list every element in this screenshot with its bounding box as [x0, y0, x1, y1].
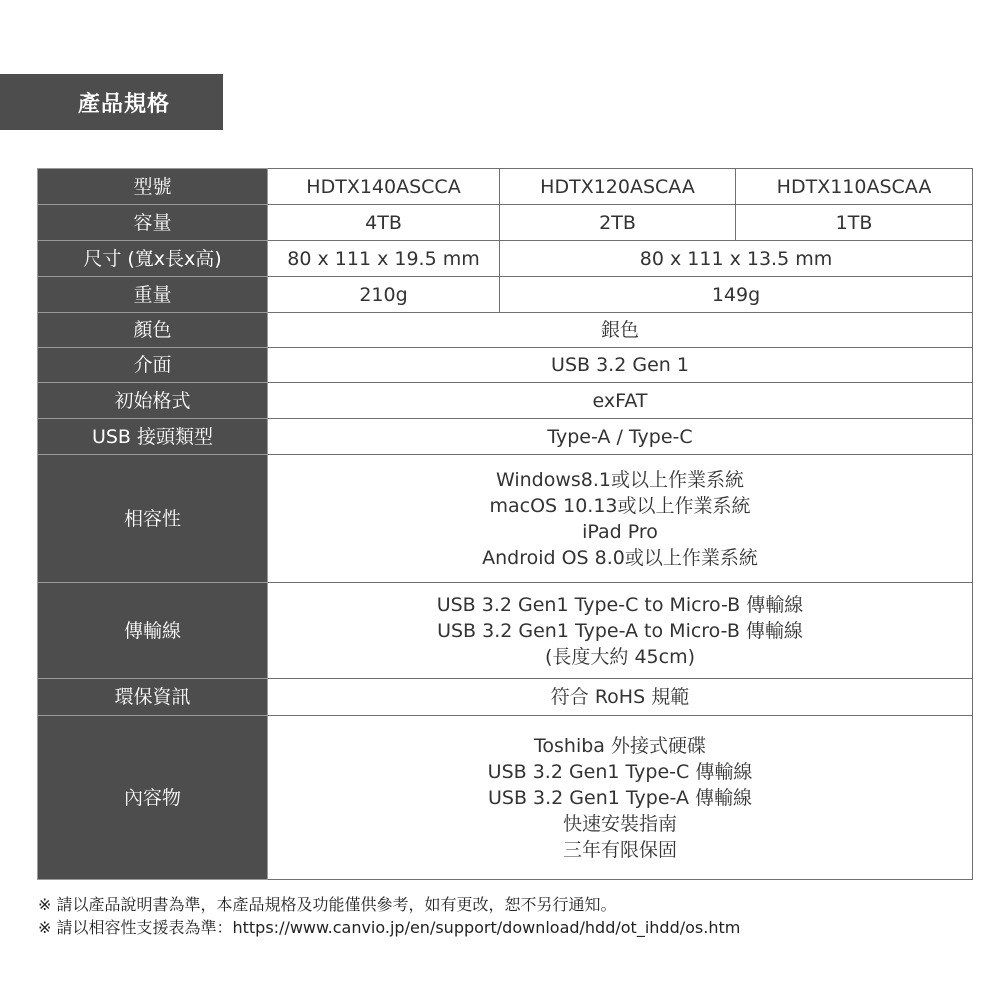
row-weight	[38, 277, 973, 313]
row-cable	[38, 583, 973, 679]
label-dimensions: 尺寸 (寬x長x高)	[38, 241, 268, 277]
compatibility-line-4: Android OS 8.0或以上作業系統	[482, 546, 758, 569]
capacity-value-3: 1TB	[736, 205, 973, 241]
capacity-value-2: 2TB	[500, 205, 736, 241]
footnotes	[38, 893, 740, 939]
model-value-1: HDTX140ASCCA	[268, 169, 500, 205]
label-connector: USB 接頭類型	[38, 419, 268, 455]
model-value-2: HDTX120ASCAA	[500, 169, 736, 205]
label-color: 顏色	[38, 313, 268, 348]
footnote-compatibility-link: ※ 請以相容性支援表為準：https://www.canvio.jp/en/support/download/hdd/ot_ihdd/os.htm	[38, 918, 741, 937]
compatibility-value	[268, 455, 973, 583]
label-capacity: 容量	[38, 205, 268, 241]
format-value: exFAT	[268, 383, 973, 419]
dimensions-value-2: 80 x 111 x 13.5 mm	[500, 241, 973, 277]
model-value-3: HDTX110ASCAA	[736, 169, 973, 205]
compatibility-line-1: Windows8.1或以上作業系統	[495, 468, 745, 491]
weight-value-1: 210g	[268, 277, 500, 313]
weight-value-2: 149g	[500, 277, 973, 313]
contents-line-4: 快速安裝指南	[562, 812, 677, 835]
connector-value: Type-A / Type-C	[268, 419, 973, 455]
row-connector	[38, 419, 973, 455]
contents-line-1: Toshiba 外接式硬碟	[534, 734, 706, 757]
row-environment	[38, 679, 973, 716]
compatibility-line-3: iPad Pro	[582, 520, 658, 543]
cable-line-1: USB 3.2 Gen1 Type-C to Micro-B 傳輸線	[436, 593, 804, 616]
row-format	[38, 383, 973, 419]
cable-value	[268, 583, 973, 679]
label-compatibility: 相容性	[38, 455, 268, 583]
compatibility-line-2: macOS 10.13或以上作業系統	[489, 494, 751, 517]
label-interface: 介面	[38, 348, 268, 383]
row-model	[38, 169, 973, 205]
cable-line-2: USB 3.2 Gen1 Type-A to Micro-B 傳輸線	[437, 619, 803, 642]
label-contents: 內容物	[38, 716, 268, 880]
label-weight: 重量	[38, 277, 268, 313]
row-capacity	[38, 205, 973, 241]
interface-value: USB 3.2 Gen 1	[268, 348, 973, 383]
row-color	[38, 313, 973, 348]
cable-line-3: (長度大約 45cm)	[545, 645, 695, 668]
spec-table	[37, 168, 973, 880]
section-title: 產品規格	[0, 74, 223, 130]
color-value: 銀色	[268, 313, 973, 348]
label-format: 初始格式	[38, 383, 268, 419]
footnote-disclaimer: ※ 請以產品說明書為準，本產品規格及功能僅供參考，如有更改，恕不另行通知。	[38, 895, 617, 914]
label-environment: 環保資訊	[38, 679, 268, 716]
row-interface	[38, 348, 973, 383]
row-contents	[38, 716, 973, 880]
dimensions-value-1: 80 x 111 x 19.5 mm	[268, 241, 500, 277]
row-compatibility	[38, 455, 973, 583]
contents-line-5: 三年有限保固	[562, 838, 677, 861]
contents-value	[268, 716, 973, 880]
label-model: 型號	[38, 169, 268, 205]
environment-value: 符合 RoHS 規範	[268, 679, 973, 716]
capacity-value-1: 4TB	[268, 205, 500, 241]
contents-line-3: USB 3.2 Gen1 Type-A 傳輸線	[488, 786, 752, 809]
contents-line-2: USB 3.2 Gen1 Type-C 傳輸線	[487, 760, 753, 783]
row-dimensions	[38, 241, 973, 277]
label-cable: 傳輸線	[38, 583, 268, 679]
